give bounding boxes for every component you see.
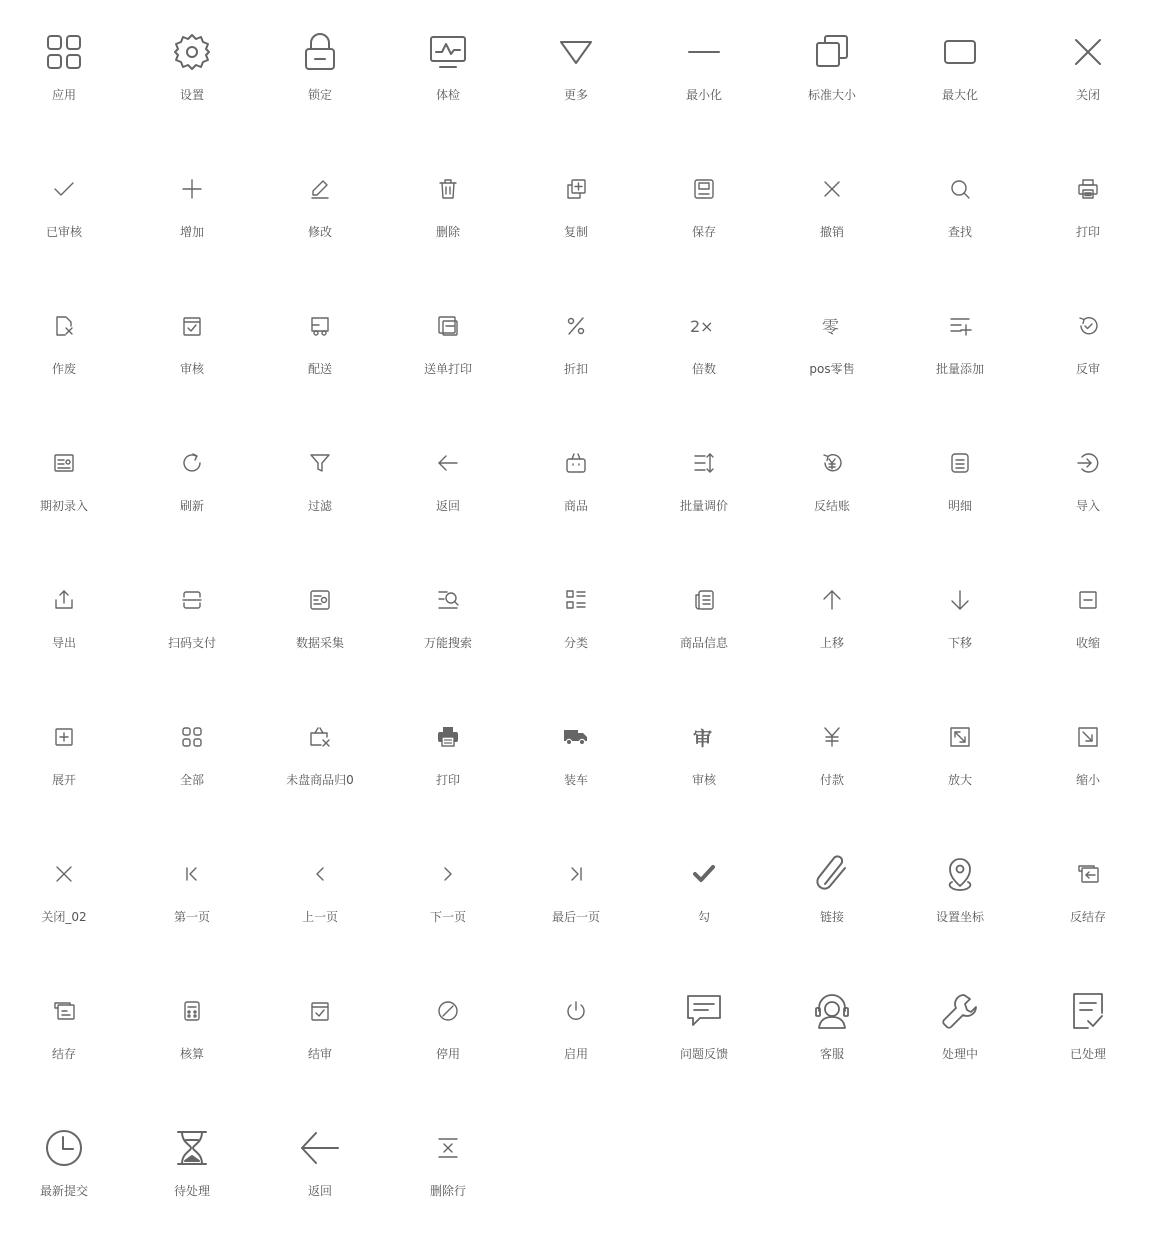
icon-tile-location-pin[interactable]: [896, 822, 1024, 959]
reverse-checkout-icon: [812, 443, 852, 483]
apps-icon: [44, 32, 84, 72]
icon-tile-delivery-cart[interactable]: [256, 274, 384, 411]
zoom-out-icon: [1068, 717, 1108, 757]
icon-label: 核算: [179, 1047, 204, 1061]
disable-icon: [428, 991, 468, 1031]
last-page-icon: [556, 854, 596, 894]
icon-label: 万能搜索: [423, 636, 472, 650]
settle-icon: [44, 991, 84, 1031]
icon-label: 客服: [819, 1047, 844, 1061]
icon-label: 批量添加: [935, 362, 984, 376]
pos-retail-icon: [812, 306, 852, 346]
filter-icon: [300, 443, 340, 483]
icon-tile-customer-service[interactable]: [768, 959, 896, 1096]
svg-text:2×: 2×: [690, 317, 714, 336]
icon-label: 审核: [179, 362, 204, 376]
icon-tile-data-collect[interactable]: [256, 548, 384, 685]
icon-tile-arrow-left[interactable]: [384, 411, 512, 548]
cancel-icon: [812, 169, 852, 209]
icon-tile-scan-pay[interactable]: [128, 548, 256, 685]
icon-label: 期初录入: [39, 499, 88, 513]
icon-label: 设置坐标: [935, 910, 984, 924]
icon-label: 停用: [435, 1047, 460, 1061]
icon-tile-arrow-left-long[interactable]: [256, 1096, 384, 1233]
icon-tile-maximize[interactable]: [896, 0, 1024, 137]
icon-tile-feedback[interactable]: [640, 959, 768, 1096]
icon-tile-apps[interactable]: [0, 0, 128, 137]
icon-label: 撤销: [819, 225, 844, 239]
close-thin-icon: [44, 854, 84, 894]
icon-label: 放大: [947, 773, 972, 787]
icon-label: 返回: [307, 1184, 332, 1198]
icon-tile-truck[interactable]: [512, 685, 640, 822]
next-page-icon: [428, 854, 468, 894]
reverse-audit-icon: [1068, 306, 1108, 346]
maximize-icon: [940, 32, 980, 72]
icon-label: 删除: [435, 225, 460, 239]
icon-tile-multiplier[interactable]: [640, 274, 768, 411]
icon-tile-gear[interactable]: [128, 0, 256, 137]
icon-label: 待处理: [173, 1184, 210, 1198]
icon-tile-zoom-out[interactable]: [1024, 685, 1152, 822]
icon-label: 导入: [1075, 499, 1100, 513]
paperclip-icon: [812, 854, 852, 894]
icon-tile-plus[interactable]: [128, 137, 256, 274]
icon-label: 折扣: [563, 362, 588, 376]
icon-label: 处理中: [941, 1047, 978, 1061]
search-icon: [940, 169, 980, 209]
icon-label: 全部: [179, 773, 204, 787]
icon-label: 关闭_02: [41, 910, 87, 924]
icon-label: 应用: [51, 88, 76, 102]
icon-tile-collapse[interactable]: [1024, 548, 1152, 685]
customer-service-icon: [812, 991, 852, 1031]
uncounted-zero-icon: [300, 717, 340, 757]
yen-icon: [812, 717, 852, 757]
icon-tile-reverse-settle[interactable]: [1024, 822, 1152, 959]
import-icon: [1068, 443, 1108, 483]
reverse-settle-icon: [1068, 854, 1108, 894]
icon-tile-arrow-down[interactable]: [896, 548, 1024, 685]
icon-label: 最大化: [941, 88, 978, 102]
icon-tile-reverse-checkout[interactable]: [768, 411, 896, 548]
lock-icon: [300, 32, 340, 72]
icon-tile-uncounted-zero[interactable]: [256, 685, 384, 822]
icon-tile-lock[interactable]: [256, 0, 384, 137]
icon-tile-wrench[interactable]: [896, 959, 1024, 1096]
icon-label: 已处理: [1069, 1047, 1106, 1061]
icon-tile-close-thin[interactable]: [0, 822, 128, 959]
icon-tile-print-copies[interactable]: [384, 274, 512, 411]
icon-tile-disable[interactable]: [384, 959, 512, 1096]
processed-icon: [1068, 991, 1108, 1031]
icon-label: 第一页: [173, 910, 210, 924]
icon-tile-batch-add[interactable]: [896, 274, 1024, 411]
final-audit-icon: [300, 991, 340, 1031]
icon-label: 收缩: [1075, 636, 1100, 650]
icon-label: 反审: [1075, 362, 1100, 376]
icon-tile-opening-entry[interactable]: [0, 411, 128, 548]
icon-label: 装车: [563, 773, 588, 787]
icon-tile-shen-character[interactable]: [640, 685, 768, 822]
plus-icon: [172, 169, 212, 209]
zoom-in-icon: [940, 717, 980, 757]
clock-icon: [44, 1128, 84, 1168]
scan-pay-icon: [172, 580, 212, 620]
data-collect-icon: [300, 580, 340, 620]
icon-tile-yen[interactable]: [768, 685, 896, 822]
icon-tile-final-audit[interactable]: [256, 959, 384, 1096]
icon-label: 结存: [51, 1047, 76, 1061]
hourglass-icon: [172, 1128, 212, 1168]
icon-tile-universal-search[interactable]: [384, 548, 512, 685]
icon-label: 链接: [819, 910, 844, 924]
icon-label: 结审: [307, 1047, 332, 1061]
icon-label: 过滤: [307, 499, 332, 513]
icon-tile-copy[interactable]: [512, 137, 640, 274]
icon-label: 最小化: [685, 88, 722, 102]
arrow-left-icon: [428, 443, 468, 483]
icon-tile-close[interactable]: [1024, 0, 1152, 137]
icon-label: 查找: [947, 225, 972, 239]
icon-label: 保存: [691, 225, 716, 239]
icon-label: 已审核: [45, 225, 82, 239]
icon-label: 付款: [819, 773, 844, 787]
check-icon: [44, 169, 84, 209]
icon-tile-import[interactable]: [1024, 411, 1152, 548]
icon-label: 上一页: [301, 910, 338, 924]
icon-label: 送单打印: [423, 362, 472, 376]
wrench-icon: [940, 991, 980, 1031]
icon-label: 设置: [179, 88, 204, 102]
icon-tile-cancel[interactable]: [768, 137, 896, 274]
save-icon: [684, 169, 724, 209]
icon-tile-shopping-bag[interactable]: [512, 411, 640, 548]
shopping-bag-icon: [556, 443, 596, 483]
icon-tile-next-page[interactable]: [384, 822, 512, 959]
icon-tile-calculator[interactable]: [128, 959, 256, 1096]
icon-label: 关闭: [1075, 88, 1100, 102]
icon-label: 最新提交: [39, 1184, 88, 1198]
icon-tile-save[interactable]: [640, 137, 768, 274]
icon-tile-pos-retail[interactable]: [768, 274, 896, 411]
icon-tile-export[interactable]: [0, 548, 128, 685]
multiplier-icon: [684, 306, 724, 346]
icon-tile-check[interactable]: [0, 137, 128, 274]
icon-label: 下移: [947, 636, 972, 650]
icon-tile-expand[interactable]: [0, 685, 128, 822]
icon-tile-edit[interactable]: [256, 137, 384, 274]
power-icon: [556, 991, 596, 1031]
delete-row-icon: [428, 1128, 468, 1168]
icon-tile-first-page[interactable]: [128, 822, 256, 959]
close-icon: [1068, 32, 1108, 72]
truck-icon: [556, 717, 596, 757]
icon-tile-arrow-up[interactable]: [768, 548, 896, 685]
icon-tile-settle[interactable]: [0, 959, 128, 1096]
collapse-icon: [1068, 580, 1108, 620]
trash-icon: [428, 169, 468, 209]
icon-tile-batch-price[interactable]: [640, 411, 768, 548]
icon-label: 体检: [435, 88, 460, 102]
icon-tile-processed[interactable]: [1024, 959, 1152, 1096]
percent-icon: [556, 306, 596, 346]
gear-icon: [172, 32, 212, 72]
icon-tile-triangle-down[interactable]: [512, 0, 640, 137]
copy-icon: [556, 169, 596, 209]
icon-tile-delete-row[interactable]: [384, 1096, 512, 1233]
icon-label: 作废: [51, 362, 76, 376]
icon-tile-last-page[interactable]: [512, 822, 640, 959]
product-info-icon: [684, 580, 724, 620]
svg-text:审: 审: [693, 728, 713, 750]
audit-checkbox-icon: [172, 306, 212, 346]
icon-label: 分类: [563, 636, 588, 650]
icon-label: 更多: [563, 88, 588, 102]
icon-label: 打印: [1075, 225, 1100, 239]
icon-tile-clock[interactable]: [0, 1096, 128, 1233]
delivery-cart-icon: [300, 306, 340, 346]
arrow-up-icon: [812, 580, 852, 620]
shen-character-icon: [684, 717, 724, 757]
batch-add-icon: [940, 306, 980, 346]
icon-label: 明细: [947, 499, 972, 513]
svg-text:零: 零: [822, 318, 839, 338]
previous-page-icon: [300, 854, 340, 894]
restore-icon: [812, 32, 852, 72]
icon-label: 商品信息: [679, 636, 728, 650]
icon-tile-search[interactable]: [896, 137, 1024, 274]
icon-tile-restore[interactable]: [768, 0, 896, 137]
icon-label: 打印: [435, 773, 460, 787]
icon-label: 未盘商品归0: [286, 773, 354, 787]
arrow-down-icon: [940, 580, 980, 620]
export-icon: [44, 580, 84, 620]
calculator-icon: [172, 991, 212, 1031]
icon-label: 反结账: [813, 499, 850, 513]
icon-tile-filter[interactable]: [256, 411, 384, 548]
icon-label: 上移: [819, 636, 844, 650]
icon-tile-category[interactable]: [512, 548, 640, 685]
icon-tile-percent[interactable]: [512, 274, 640, 411]
icon-label: 倍数: [691, 362, 716, 376]
icon-tile-paperclip[interactable]: [768, 822, 896, 959]
icon-tile-power[interactable]: [512, 959, 640, 1096]
icon-tile-previous-page[interactable]: [256, 822, 384, 959]
icon-label: 批量调价: [679, 499, 728, 513]
arrow-left-long-icon: [300, 1128, 340, 1168]
icon-label: 勾: [697, 910, 710, 924]
icon-tile-trash[interactable]: [384, 137, 512, 274]
expand-icon: [44, 717, 84, 757]
icon-label: 反结存: [1069, 910, 1106, 924]
icon-label: 复制: [563, 225, 588, 239]
icon-label: 增加: [179, 225, 204, 239]
icon-label: 刷新: [179, 499, 204, 513]
icon-tile-hourglass[interactable]: [128, 1096, 256, 1233]
icon-label: 商品: [563, 499, 588, 513]
icon-label: 标准大小: [807, 88, 856, 102]
icon-label: 修改: [307, 225, 332, 239]
icon-tile-checkmark-bold[interactable]: [640, 822, 768, 959]
checkmark-bold-icon: [684, 854, 724, 894]
icon-label: 返回: [435, 499, 460, 513]
icon-label: 锁定: [307, 88, 332, 102]
icon-label: 扫码支付: [167, 636, 216, 650]
icon-tile-zoom-in[interactable]: [896, 685, 1024, 822]
void-document-icon: [44, 306, 84, 346]
batch-price-icon: [684, 443, 724, 483]
icon-tile-monitor-pulse[interactable]: [384, 0, 512, 137]
icon-tile-printer[interactable]: [1024, 137, 1152, 274]
printer-filled-icon: [428, 717, 468, 757]
icon-tile-void-document[interactable]: [0, 274, 128, 411]
icon-label: 展开: [51, 773, 76, 787]
opening-entry-icon: [44, 443, 84, 483]
icon-tile-refresh[interactable]: [128, 411, 256, 548]
universal-search-icon: [428, 580, 468, 620]
icon-label: 下一页: [429, 910, 466, 924]
triangle-down-icon: [556, 32, 596, 72]
icon-tile-all[interactable]: [128, 685, 256, 822]
icon-label: 删除行: [429, 1184, 466, 1198]
edit-icon: [300, 169, 340, 209]
icon-label: 启用: [563, 1047, 588, 1061]
icon-tile-printer-filled[interactable]: [384, 685, 512, 822]
first-page-icon: [172, 854, 212, 894]
location-pin-icon: [940, 854, 980, 894]
details-icon: [940, 443, 980, 483]
icon-tile-details[interactable]: [896, 411, 1024, 548]
monitor-pulse-icon: [428, 32, 468, 72]
icon-tile-audit-checkbox[interactable]: [128, 274, 256, 411]
category-icon: [556, 580, 596, 620]
printer-icon: [1068, 169, 1108, 209]
icon-label: 导出: [51, 636, 76, 650]
refresh-icon: [172, 443, 212, 483]
all-icon: [172, 717, 212, 757]
icon-label: 数据采集: [295, 636, 344, 650]
icon-label: 审核: [691, 773, 716, 787]
icon-label: 最后一页: [551, 910, 600, 924]
icon-label: pos零售: [809, 362, 855, 376]
icon-label: 配送: [307, 362, 332, 376]
print-copies-icon: [428, 306, 468, 346]
icon-tile-reverse-audit[interactable]: [1024, 274, 1152, 411]
icon-label: 问题反馈: [679, 1047, 728, 1061]
icon-label: 缩小: [1075, 773, 1100, 787]
icon-tile-product-info[interactable]: [640, 548, 768, 685]
feedback-icon: [684, 991, 724, 1031]
icon-tile-minimize[interactable]: [640, 0, 768, 137]
minimize-icon: [684, 32, 724, 72]
